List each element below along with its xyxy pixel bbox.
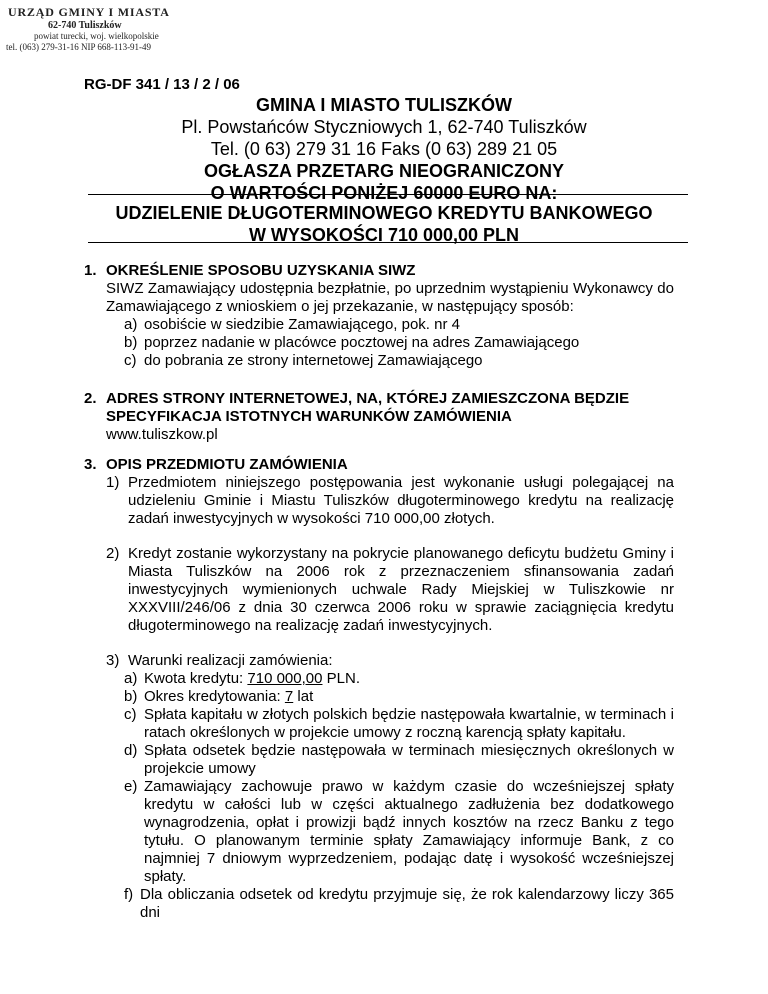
list-item: a) Kwota kredytu: 710 000,00 PLN. [124, 670, 360, 687]
section-2 [84, 390, 674, 444]
divider-bottom [88, 242, 688, 243]
section-3-point-2: 2) Kredyt zostanie wykorzystany na pokrycie planowanego deficytu budżetu Gminy i Miasta Tuliszków na 2006 rok z przeznaczeniem sfinansowania zadań inwestycyjnych wymienionych uchwale Rady Miejskiej w Tuliszkowie nr XXXVIII/246/06 z dnia 30 czerwca 2006 roku w sprawie zaciągnięcia kredytu długoterminowego na realizację zadań inwestycyjnych. [106, 545, 674, 634]
section-3-heading: 3. OPIS PRZEDMIOTU ZAMÓWIENIA [84, 456, 348, 473]
section-3 [84, 456, 674, 922]
stamp-line-1: URZĄD GMINY I MIASTA [8, 5, 170, 19]
office-stamp [6, 6, 170, 52]
org-name: GMINA I MIASTO TULISZKÓW [256, 95, 512, 115]
org-address: Pl. Powstańców Styczniowych 1, 62-740 Tuliszków [181, 117, 587, 137]
conditions-list [84, 670, 674, 922]
divider-top [88, 194, 688, 195]
section-3-point-1: 1) Przedmiotem niniejszego postępowania jest wykonanie usługi polegającej na udzieleniu Gminie i Miastu Tuliszków długoterminowego kredytu na realizację zadań inwestycyjnych w wysokości 710 000,00 złotych. [106, 474, 674, 527]
section-2-heading: 2. ADRES STRONY INTERNETOWEJ, NA, KTÓREJ ZAMIESZCZONA BĘDZIE SPECYFIKACJA ISTOTNYCH WARUNKÓW ZAMÓWIENIA [84, 390, 630, 425]
list-item: f) Dla obliczania odsetek od kredytu przyjmuje się, że rok kalendarzowy liczy 365 dni [124, 886, 674, 921]
org-phone: Tel. (0 63) 279 31 16 Faks (0 63) 289 21 05 [210, 139, 558, 159]
list-item: b) Okres kredytowania: 7 lat [124, 688, 314, 705]
list-item: c) do pobrania ze strony internetowej Zamawiającego [124, 352, 483, 369]
section-1-list [84, 316, 674, 370]
stamp-line-4: tel. (063) 279-31-16 NIP 668-113-91-49 [6, 41, 152, 52]
announcement-line-2: O WARTOŚCI PONIŻEJ 60000 EURO NA: [210, 183, 558, 203]
subject-line-2: W WYSOKOŚCI 710 000,00 PLN [248, 225, 520, 245]
list-item: a) osobiście w siedzibie Zamawiającego, pok. nr 4 [124, 316, 460, 333]
stamp-line-2: 62-740 Tuliszków [48, 19, 122, 31]
list-item: c) Spłata kapitału w złotych polskich będzie następowała kwartalnie, w terminach i ratach określonych w projekcie umowy z roczną karencją spłaty kapitału. [124, 706, 674, 741]
subject-line-1: UDZIELENIE DŁUGOTERMINOWEGO KREDYTU BANKOWEGO [115, 203, 653, 223]
tender-subject [0, 202, 768, 246]
announcement-line-1: OGŁASZA PRZETARG NIEOGRANICZONY [204, 161, 564, 181]
list-item: b) poprzez nadanie w placówce pocztowej na adres Zamawiającego [124, 334, 580, 351]
section-1-text: SIWZ Zamawiający udostępnia bezpłatnie, po uprzednim wystąpieniu Wykonawcy do Zamawiającego z wnioskiem o jej przekazanie, w następujący sposób: [106, 280, 674, 315]
stamp-line-3: powiat turecki, woj. wielkopolskie [34, 31, 159, 42]
section-1 [84, 262, 674, 370]
document-header [0, 94, 768, 204]
section-1-heading: 1. OKREŚLENIE SPOSOBU UZYSKANIA SIWZ [84, 262, 416, 279]
reference-number: RG-DF 341 / 13 / 2 / 06 [84, 76, 240, 93]
section-3-point-3: 3) Warunki realizacji zamówienia: [106, 652, 333, 669]
list-item: e) Zamawiający zachowuje prawo w każdym czasie do wcześniejszej spłaty kredytu w całości lub w części aktualnego zadłużenia bez dodatkowego wynagrodzenia, opłat i prowizji bądź innych kosztów na rzecz Banku z tego tytułu. O planowanym terminie spłaty Zamawiający informuje Bank, z co najmniej 7 dniowym wyprzedzeniem, podając datę i wysokość wcześniejszej spłaty. [124, 778, 674, 885]
website-url: www.tuliszkow.pl [106, 426, 218, 443]
list-item: d) Spłata odsetek będzie następowała w terminach miesięcznych określonych w projekcie umowy [124, 742, 674, 777]
subject-amount: 710 000,00 [387, 225, 479, 245]
